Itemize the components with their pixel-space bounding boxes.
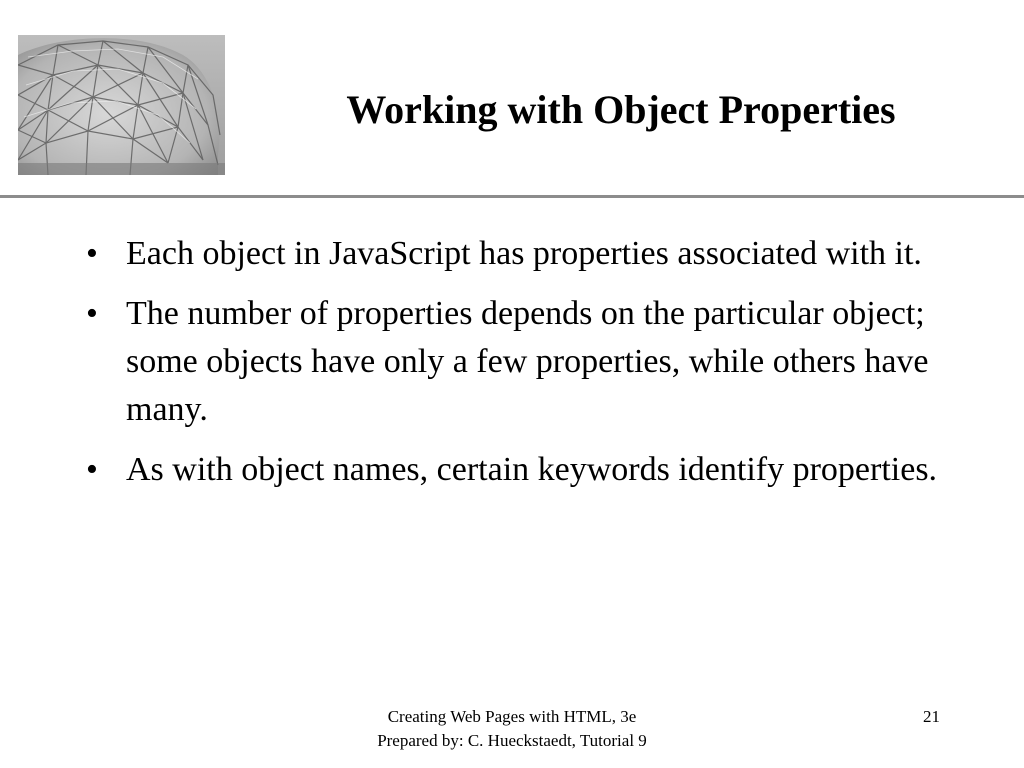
title-divider: [0, 195, 1024, 198]
bullet-icon: •: [86, 451, 98, 488]
slide-title: Working with Object Properties: [346, 87, 896, 132]
page-number: 21: [923, 707, 940, 726]
bullet-text: The number of properties depends on the particular object; some objects have only a few properties, while others have many.: [126, 295, 929, 428]
bullet-list: [86, 230, 966, 506]
footer-course-title: Creating Web Pages with HTML, 3e: [387, 707, 637, 726]
bullet-text: As with object names, certain keywords identify properties.: [126, 451, 938, 488]
footer-prepared-by: Prepared by: C. Hueckstaedt, Tutorial 9: [377, 731, 647, 750]
bullet-item: [86, 446, 966, 494]
bullet-icon: •: [86, 295, 98, 332]
geodesic-dome-photo-icon: [18, 35, 225, 175]
bullet-item: [86, 290, 966, 434]
footer-credits: [300, 705, 724, 753]
geodesic-dome-image: [18, 35, 225, 175]
bullet-icon: •: [86, 235, 98, 272]
bullet-text: Each object in JavaScript has properties associated with it.: [126, 235, 922, 272]
bullet-item: [86, 230, 966, 278]
